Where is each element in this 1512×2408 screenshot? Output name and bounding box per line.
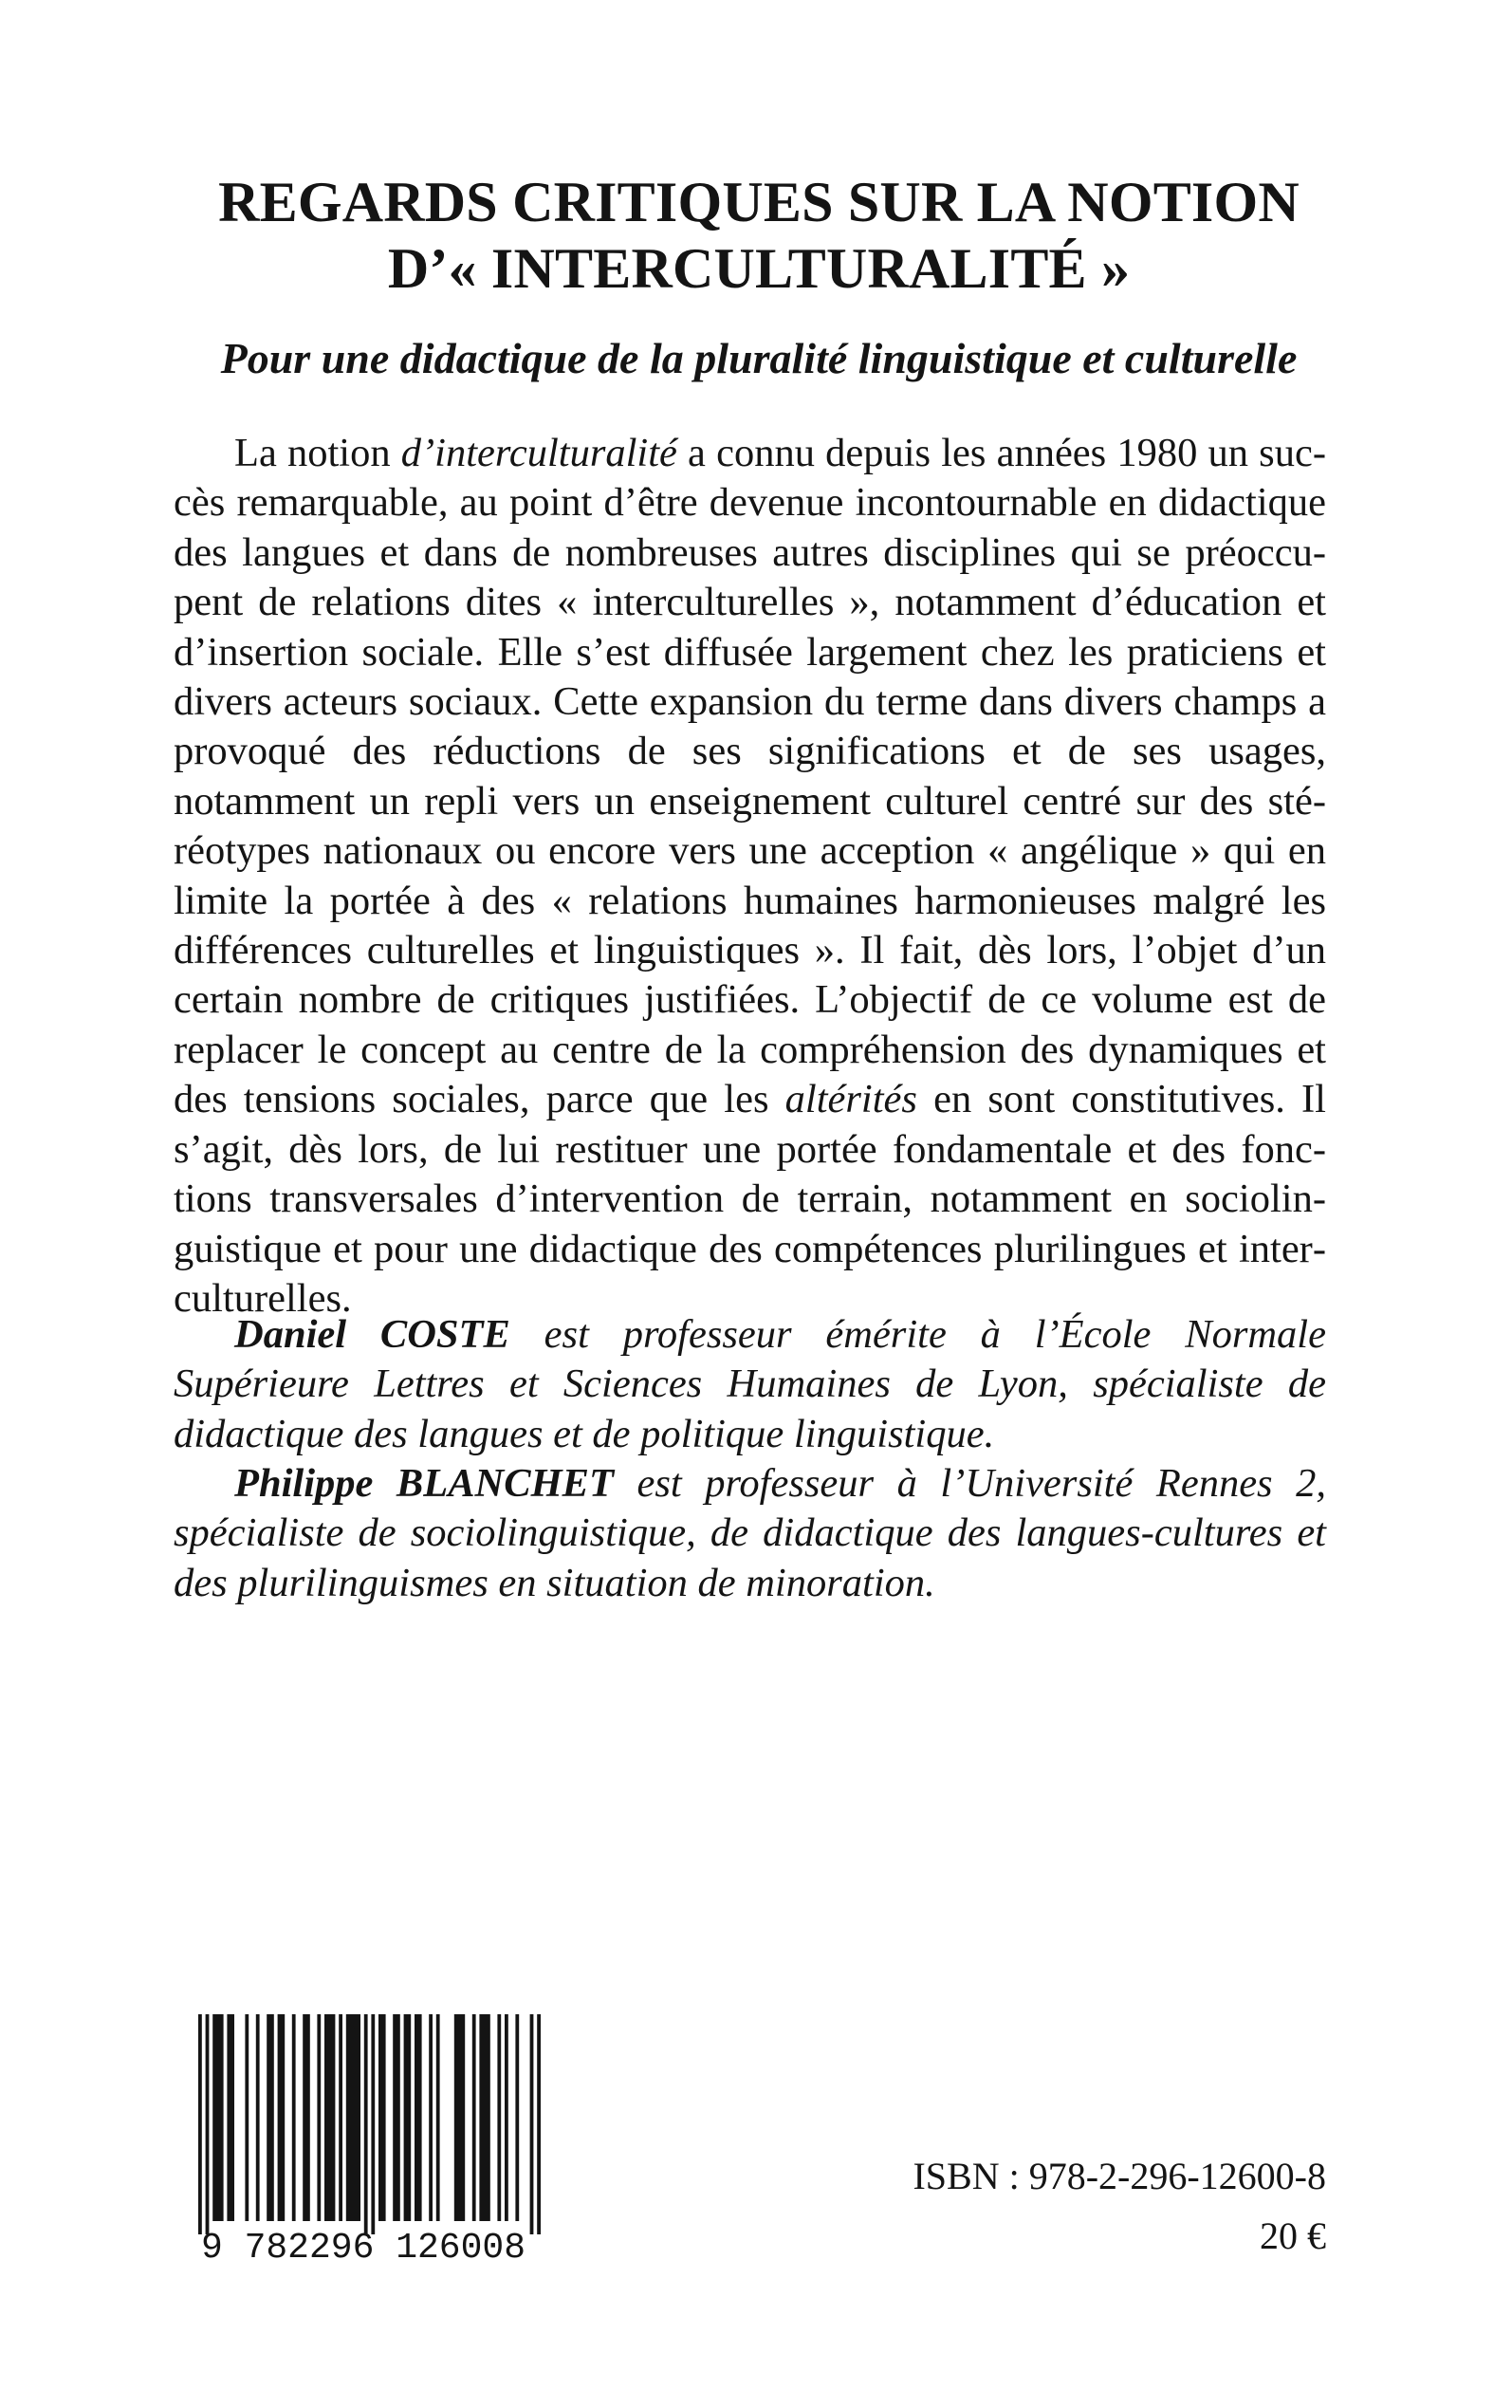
author-bio-blanchet: [174, 1459, 1326, 1608]
barcode-guard-bar: [206, 2014, 210, 2234]
summary-text-2: a connu depuis les années 1980 un succès remarquable, au point d’être devenue incontournable en didactique des langues et dans de nombreuses autres disciplines qui se préoccupent de relations dites « interculturelles », notamment d’éducation et d’insertion sociale. Elle s’est diffusée largement chez les praticiens et divers acteurs sociaux. Cette expansion du terme dans divers champs a provoqué des réductions de ses significations et de ses usages, notamment un repli vers un enseignement culturel centré sur des stéréotypes nationaux ou encore vers une acception « angélique » qui en limite la portée à des « relations humaines harmonieuses malgré les différences culturelles et linguistiques ». Il fait, dès lors, l’objet d’un certain nombre de critiques justifiées. L’objectif de ce volume est de replacer le concept au centre de la compréhension des dynamiques et des tensions sociales, parce que les: [174, 431, 1326, 1122]
barcode-digits: 9 782296 126008: [200, 2228, 526, 2264]
barcode-bar: [429, 2014, 433, 2221]
barcode-bar: [479, 2014, 489, 2221]
book-title-line-2: D’« INTERCULTURALITÉ »: [387, 237, 1131, 300]
barcode-bar: [436, 2014, 440, 2221]
book-subtitle: Pour une didactique de la pluralité linguistique et culturelle: [220, 334, 1298, 382]
barcode-guard-bar: [530, 2014, 534, 2234]
barcode-bar: [339, 2014, 342, 2221]
barcode-bar: [317, 2014, 321, 2221]
barcode-bar: [278, 2014, 286, 2221]
author-name: Philippe BLANCHET: [234, 1461, 614, 1506]
barcode-bar: [515, 2014, 519, 2221]
isbn-label: ISBN : 978-2-296-12600-8: [913, 2155, 1326, 2197]
summary-emphasis-alterites: altérités: [784, 1077, 917, 1122]
barcode-bar: [415, 2014, 422, 2221]
barcode-bar: [245, 2014, 249, 2221]
barcode-guard-bar: [198, 2014, 202, 2234]
author-bio-text: est professeur à l’Université Rennes 2, spécialiste de sociolinguistique, de didactique des langues-cultures et des plurilinguismes en situation de minoration.: [174, 1461, 1326, 1605]
barcode-bar: [267, 2014, 274, 2221]
summary-text-1: La notion: [234, 431, 401, 475]
barcode-guard-bar: [371, 2014, 375, 2234]
barcode-bar: [378, 2014, 386, 2221]
barcode-guard-bar: [364, 2014, 368, 2234]
barcode-bar: [404, 2014, 412, 2221]
isbn-barcode: [174, 2014, 553, 2264]
barcode-bar: [303, 2014, 310, 2221]
barcode-guard-bar: [537, 2014, 541, 2234]
barcode-bar: [454, 2014, 465, 2221]
barcode-bar: [393, 2014, 400, 2221]
barcode-graphic: [174, 2014, 553, 2264]
author-bio-coste: [174, 1310, 1326, 1459]
summary-paragraph: [174, 429, 1326, 1324]
book-title: [171, 169, 1347, 302]
barcode-bar: [324, 2014, 335, 2221]
summary-text-3: en sont constitutives. Il s’agit, dès lors, de lui restituer une portée fondamentale et des fonctions transversales d’intervention de terrain, notamment en sociolinguistique et pour une didactique des compétences plurilingues et interculturelles.: [174, 1077, 1326, 1321]
barcode-bar: [212, 2014, 223, 2221]
barcode-bars: [198, 2014, 541, 2234]
book-title-line-1: REGARDS CRITIQUES SUR LA NOTION: [218, 171, 1300, 233]
summary-emphasis-interculturalite: d’interculturalité: [400, 431, 677, 475]
barcode-bar: [505, 2014, 508, 2221]
barcode-bar: [346, 2014, 360, 2221]
barcode-bar: [497, 2014, 501, 2221]
author-name: Daniel COSTE: [234, 1312, 510, 1357]
price-label: 20 €: [1260, 2214, 1326, 2257]
barcode-bar: [292, 2014, 296, 2221]
barcode-bar: [227, 2014, 234, 2221]
barcode-bar: [472, 2014, 476, 2221]
author-bio-text: est professeur émérite à l’École Normale Supérieure Lettres et Sciences Humaines de Lyon, spécialiste de didactique des langues et de politique linguistique.: [174, 1312, 1326, 1456]
barcode-bar: [256, 2014, 260, 2221]
